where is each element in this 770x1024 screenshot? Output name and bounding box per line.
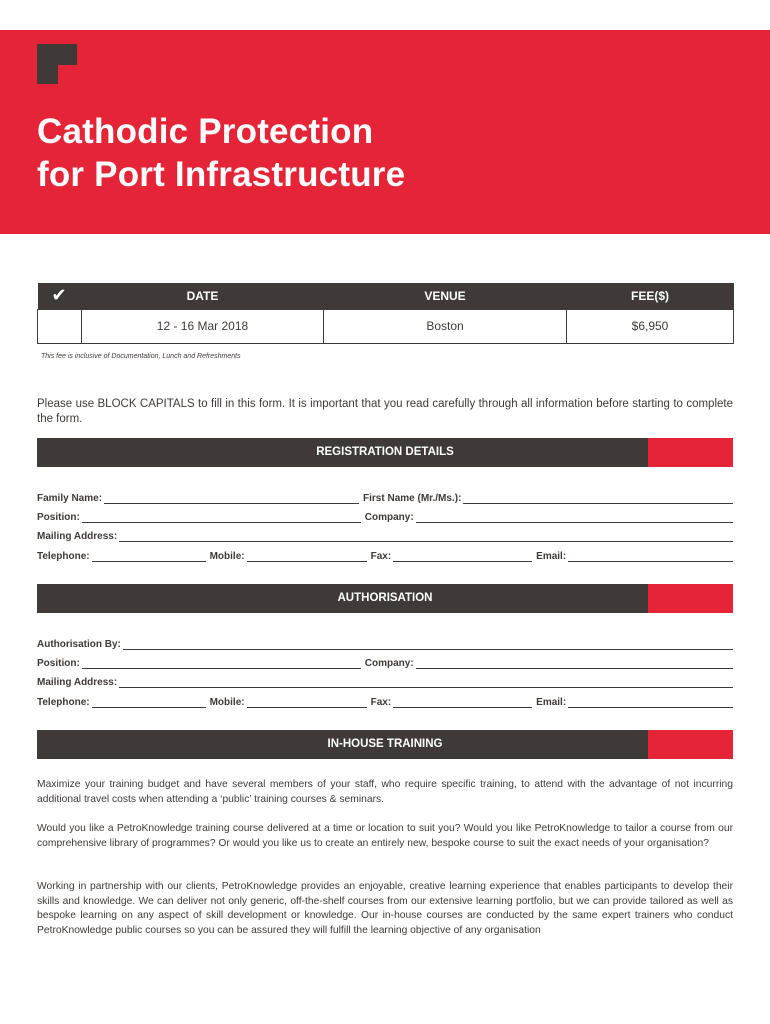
mailing-address-label: Mailing Address: — [37, 677, 118, 688]
section-heading: REGISTRATION DETAILS — [316, 446, 454, 458]
accent-block — [648, 438, 733, 467]
page-title — [37, 110, 405, 196]
registration-row-position — [37, 510, 733, 523]
accent-block — [648, 730, 733, 759]
mobile-label: Mobile: — [209, 697, 245, 708]
company-field[interactable] — [416, 513, 733, 523]
telephone-field[interactable] — [92, 698, 206, 708]
section-heading: AUTHORISATION — [337, 592, 433, 604]
position-label: Position: — [37, 658, 80, 669]
authorisation-row-position — [37, 656, 733, 669]
brand-logo-icon — [37, 44, 77, 84]
first-name-label: First Name (Mr./Ms.): — [363, 493, 462, 504]
company-label: Company: — [364, 512, 414, 523]
authorisation-row-by — [37, 637, 733, 650]
mailing-address-field[interactable] — [119, 532, 733, 542]
table-header-row — [38, 283, 734, 309]
mailing-address-field[interactable] — [119, 678, 733, 688]
mobile-label: Mobile: — [209, 551, 245, 562]
in-house-paragraph-3: Working in partnership with our clients, PetroKnowledge provides an enjoyable, creative learning experience that enables participants to develop their skills and knowledge. We can deliver not only generic, off-the-shelf courses from our extensive learning portfolio, but we can provide tailored as well as bespoke learning on any aspect of skill development or knowledge. Our in-house courses are conducted by the same expert trainers who conduct PetroKnowledge public courses so you can be assured they will fulfill the learning objective of any organisation — [37, 881, 733, 936]
date-cell: 12 - 16 Mar 2018 — [82, 309, 324, 343]
checkmark-icon: ✔ — [38, 283, 82, 309]
column-header-venue: VENUE — [324, 283, 567, 309]
in-house-paragraph-1: Maximize your training budget and have several members of your staff, who require specific training, to attend with the advantage of not incurring additional travel costs when attending a ‘public’ training courses & seminars. — [37, 779, 733, 805]
section-heading: IN-HOUSE TRAINING — [327, 738, 443, 750]
family-name-label: Family Name: — [37, 493, 103, 504]
company-label: Company: — [364, 658, 414, 669]
email-label: Email: — [536, 551, 567, 562]
fee-note: This fee is inclusive of Documentation, Lunch and Refreshments — [41, 353, 241, 360]
first-name-field[interactable] — [463, 494, 733, 504]
fax-label: Fax: — [370, 697, 392, 708]
family-name-field[interactable] — [104, 494, 359, 504]
registration-row-address — [37, 529, 733, 542]
venue-cell: Boston — [324, 309, 567, 343]
registration-details-header — [37, 438, 733, 467]
fax-label: Fax: — [370, 551, 392, 562]
page-title-line2: for Port Infrastructure — [37, 155, 406, 194]
fee-cell: $6,950 — [567, 309, 734, 343]
authorisation-row-address — [37, 675, 733, 688]
column-header-date: DATE — [82, 283, 324, 309]
fax-field[interactable] — [393, 552, 532, 562]
mailing-address-label: Mailing Address: — [37, 531, 118, 542]
email-field[interactable] — [568, 698, 733, 708]
authorisation-header — [37, 584, 733, 613]
position-label: Position: — [37, 512, 80, 523]
page-title-line1: Cathodic Protection — [37, 112, 374, 151]
intro-text: Please use BLOCK CAPITALS to fill in this form. It is important that you read carefully through all information before starting to complete the form. — [37, 398, 733, 425]
mobile-field[interactable] — [247, 698, 367, 708]
in-house-paragraph-2: Would you like a PetroKnowledge training course delivered at a time or location to suit you? Would you like PetroKnowledge to tailor a course from our comprehensive library of programmes? Or would you like us to create an entirely new, bespoke course to suit the exact needs of your organisation? — [37, 823, 733, 849]
mobile-field[interactable] — [247, 552, 367, 562]
position-field[interactable] — [82, 659, 361, 669]
course-details-table — [37, 283, 734, 344]
telephone-field[interactable] — [92, 552, 206, 562]
column-header-fee: FEE($) — [567, 283, 734, 309]
authorisation-row-contact — [37, 695, 733, 708]
telephone-label: Telephone: — [37, 697, 90, 708]
email-field[interactable] — [568, 552, 733, 562]
authorisation-by-field[interactable] — [123, 640, 733, 650]
select-checkbox-cell[interactable] — [38, 309, 82, 343]
position-field[interactable] — [82, 513, 361, 523]
in-house-training-header — [37, 730, 733, 759]
telephone-label: Telephone: — [37, 551, 90, 562]
fax-field[interactable] — [393, 698, 532, 708]
accent-block — [648, 584, 733, 613]
table-row — [38, 309, 734, 343]
authorisation-by-label: Authorisation By: — [37, 639, 121, 650]
header-banner — [0, 30, 770, 234]
company-field[interactable] — [416, 659, 733, 669]
email-label: Email: — [536, 697, 567, 708]
registration-row-contact — [37, 549, 733, 562]
registration-row-name — [37, 491, 733, 504]
